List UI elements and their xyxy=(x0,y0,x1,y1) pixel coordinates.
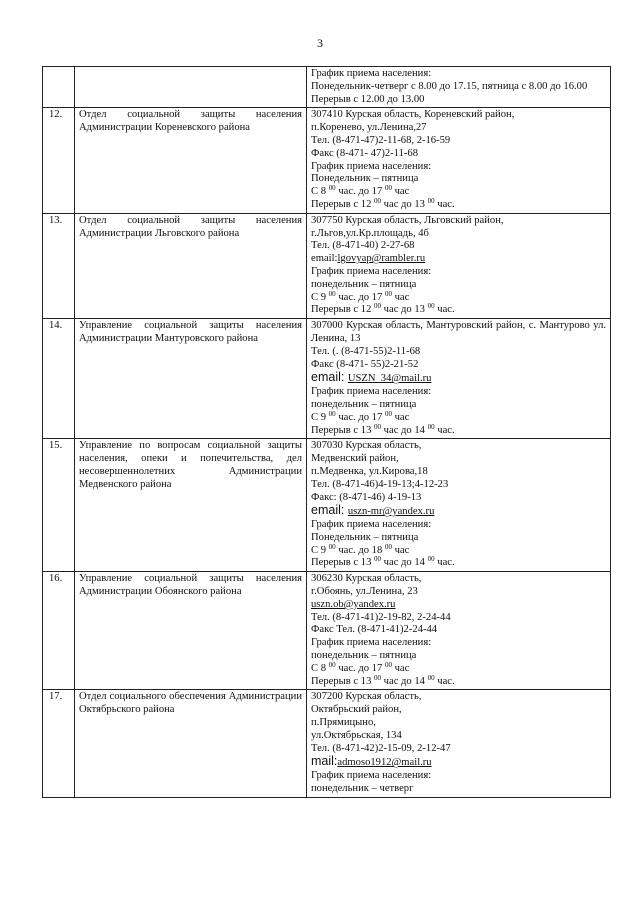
time-text: час xyxy=(391,186,410,198)
time-text: С 9 xyxy=(311,544,329,556)
time-text: час xyxy=(391,544,410,556)
table-row xyxy=(43,572,611,690)
row-number: 17. xyxy=(43,690,75,797)
row-number: 13. xyxy=(43,213,75,318)
time-text: час. xyxy=(434,675,455,687)
contact-line: понедельник – пятница xyxy=(311,650,417,662)
time-minutes: 00 xyxy=(427,302,435,311)
contact-line: Тел. (8-471-40) 2-27-68 xyxy=(311,240,415,252)
table-row xyxy=(43,108,611,213)
time-text: час. xyxy=(434,557,455,569)
schedule-line xyxy=(311,673,606,689)
email-line xyxy=(311,371,606,386)
time-text: Перерыв с 13 xyxy=(311,424,375,436)
contact-line: понедельник – четверг xyxy=(311,783,414,795)
contact-cell xyxy=(307,319,611,439)
table-row xyxy=(43,439,611,572)
organization-name: Управление социальной защиты населения Администрации Обоянского района xyxy=(75,572,307,690)
schedule-line xyxy=(311,409,606,425)
contact-cell xyxy=(307,690,611,797)
time-minutes: 00 xyxy=(374,196,382,205)
email-label: email: xyxy=(311,503,348,518)
time-text: час. до 17 xyxy=(335,411,385,423)
email-link[interactable]: uszn.ob@yandex.ru xyxy=(311,598,396,610)
contact-line: 307200 Курская область, xyxy=(311,691,422,703)
schedule-line xyxy=(311,422,606,438)
time-text: Перерыв с 12 xyxy=(311,198,375,210)
time-text: час. до 17 xyxy=(335,186,385,198)
email-label: email: xyxy=(311,253,338,265)
time-minutes: 00 xyxy=(374,555,382,564)
contact-cell xyxy=(307,439,611,572)
organization-name: Отдел социальной защиты населения Администрации Льговского района xyxy=(75,213,307,318)
email-line xyxy=(311,755,606,770)
time-text: час xyxy=(391,411,410,423)
contact-line: п.Прямицыно, xyxy=(311,717,376,729)
time-text: час xyxy=(391,662,410,674)
contact-line: 306230 Курская область, xyxy=(311,573,422,585)
contact-line: понедельник – пятница xyxy=(311,398,417,410)
row-number: 16. xyxy=(43,572,75,690)
contact-line: 307000 Курская область, Мантуровский район, с. Мантурово ул. Ленина, 13 xyxy=(311,320,606,344)
time-minutes: 00 xyxy=(384,409,392,418)
email-line xyxy=(311,253,606,266)
contact-line: ул.Октябрьская, 134 xyxy=(311,729,402,741)
time-minutes: 00 xyxy=(427,673,435,682)
row-number: 14. xyxy=(43,319,75,439)
schedule-line xyxy=(311,196,606,212)
time-minutes: 00 xyxy=(374,302,382,311)
time-text: Перерыв с 12 xyxy=(311,304,375,316)
time-minutes: 00 xyxy=(328,184,336,193)
time-text: час. до 18 xyxy=(335,544,385,556)
contact-line: График приема населения: xyxy=(311,770,432,782)
time-text: С 9 xyxy=(311,291,329,303)
schedule-hours: Понедельник-четверг с 8.00 до 17.15, пятница с 8.00 до 16.00 xyxy=(311,80,588,92)
time-minutes: 00 xyxy=(427,555,435,564)
contact-line: График приема населения: xyxy=(311,637,432,649)
contact-line: Факс: (8-471-46) 4-19-13 xyxy=(311,491,422,503)
contact-line: 307750 Курская область, Льговский район, xyxy=(311,214,504,226)
email-line xyxy=(311,504,606,519)
contact-line: 307030 Курская область, xyxy=(311,440,422,452)
time-text: С 8 xyxy=(311,186,329,198)
schedule-line xyxy=(311,542,606,558)
contact-line: Тел. (8-471-42)2-15-09, 2-12-47 xyxy=(311,742,451,754)
time-minutes: 00 xyxy=(384,660,392,669)
contact-line: Тел. (. (8-471-55)2-11-68 xyxy=(311,345,421,357)
organization-name: Управление социальной защиты населения Администрации Мантуровского района xyxy=(75,319,307,439)
departments-table xyxy=(42,66,611,798)
contact-cell xyxy=(307,67,611,108)
row-number: 12. xyxy=(43,108,75,213)
contact-line: понедельник – пятница xyxy=(311,278,417,290)
time-text: С 9 xyxy=(311,411,329,423)
contact-cell xyxy=(307,213,611,318)
number-cell xyxy=(43,67,75,108)
time-text: Перерыв с 13 xyxy=(311,557,375,569)
time-text: Перерыв с 13 xyxy=(311,675,375,687)
time-minutes: 00 xyxy=(328,542,336,551)
time-text: час. xyxy=(434,424,455,436)
time-minutes: 00 xyxy=(427,196,435,205)
time-text: час до 14 xyxy=(381,557,428,569)
time-minutes: 00 xyxy=(384,542,392,551)
time-text: час до 13 xyxy=(381,198,428,210)
contact-line: Факс Тел. (8-471-41)2-24-44 xyxy=(311,624,438,636)
contact-line: г.Льгов,ул.Кр.площадь, 4б xyxy=(311,227,429,239)
contact-line: График приема населения: xyxy=(311,160,432,172)
organization-name: Отдел социального обеспечения Администрации Октябрьского района xyxy=(75,690,307,797)
contact-line: 307410 Курская область, Кореневский район, xyxy=(311,109,515,121)
org-cell xyxy=(75,67,307,108)
contact-line: График приема населения: xyxy=(311,386,432,398)
email-link[interactable]: uszn-mr@yandex.ru xyxy=(347,506,435,518)
schedule-line xyxy=(311,186,606,199)
contact-line: Тел. (8-471-46)4-19-13;4-12-23 xyxy=(311,478,449,490)
time-text: час. до 17 xyxy=(335,291,385,303)
contact-line: График приема населения: xyxy=(311,519,432,531)
table-row xyxy=(43,213,611,318)
time-minutes: 00 xyxy=(328,409,336,418)
time-text: час xyxy=(391,291,410,303)
table-row xyxy=(43,690,611,797)
table-body xyxy=(43,67,611,798)
email-label: mail: xyxy=(311,754,338,769)
table-row xyxy=(43,319,611,439)
contact-line: Тел. (8-471-47)2-11-68, 2-16-59 xyxy=(311,134,451,146)
page-number: 3 xyxy=(317,36,323,50)
time-text: час до 14 xyxy=(381,675,428,687)
row-number: 15. xyxy=(43,439,75,572)
contact-cell xyxy=(307,108,611,213)
time-minutes: 00 xyxy=(328,660,336,669)
time-minutes: 00 xyxy=(427,422,435,431)
time-minutes: 00 xyxy=(384,184,392,193)
contact-line: г.Обоянь, ул.Ленина, 23 xyxy=(311,586,418,598)
schedule-break: Перерыв с 12.00 до 13.00 xyxy=(311,93,425,105)
schedule-line xyxy=(311,289,606,305)
time-minutes: 00 xyxy=(328,289,336,298)
time-text: час. xyxy=(434,304,455,316)
table-row-continuation xyxy=(43,67,611,108)
contact-line: График приема населения: xyxy=(311,265,432,277)
schedule-line xyxy=(311,304,606,317)
contact-line: Медвенский район, xyxy=(311,453,399,465)
time-text: час. xyxy=(434,198,455,210)
schedule-heading: График приема населения: xyxy=(311,68,432,79)
email-link[interactable]: admoso1912@mail.ru xyxy=(337,757,432,769)
time-minutes: 00 xyxy=(374,673,382,682)
contact-cell xyxy=(307,572,611,690)
contact-line: Понедельник – пятница xyxy=(311,531,419,543)
contact-line: Факс (8-471- 47)2-11-68 xyxy=(311,147,418,159)
time-text: час. до 17 xyxy=(335,662,385,674)
email-line xyxy=(311,599,606,612)
contact-line: Факс (8-471- 55)2-21-52 xyxy=(311,358,419,370)
time-text: С 8 xyxy=(311,662,329,674)
time-text: час до 14 xyxy=(381,424,428,436)
organization-name: Управление по вопросам социальной защиты населения, опеки и попечительства, дел несовершеннолетних Администрации Медвенского района xyxy=(75,439,307,572)
time-text: час до 13 xyxy=(381,304,428,316)
schedule-line xyxy=(311,557,606,570)
contact-line: п.Медвенка, ул.Кирова,18 xyxy=(311,465,428,477)
email-link[interactable]: lgovyap@rambler.ru xyxy=(337,253,426,265)
schedule-line xyxy=(311,660,606,676)
contact-line: Тел. (8-471-41)2-19-82, 2-24-44 xyxy=(311,611,451,623)
contact-line: Понедельник – пятница xyxy=(311,173,419,185)
contact-line: п.Коренево, ул.Ленина,27 xyxy=(311,122,427,134)
email-link[interactable]: USZN_34@mail.ru xyxy=(347,373,432,385)
contact-line: Октябрьский район, xyxy=(311,704,402,716)
organization-name: Отдел социальной защиты населения Администрации Кореневского района xyxy=(75,108,307,213)
time-minutes: 00 xyxy=(374,422,382,431)
time-minutes: 00 xyxy=(384,289,392,298)
email-label: email: xyxy=(311,370,348,385)
